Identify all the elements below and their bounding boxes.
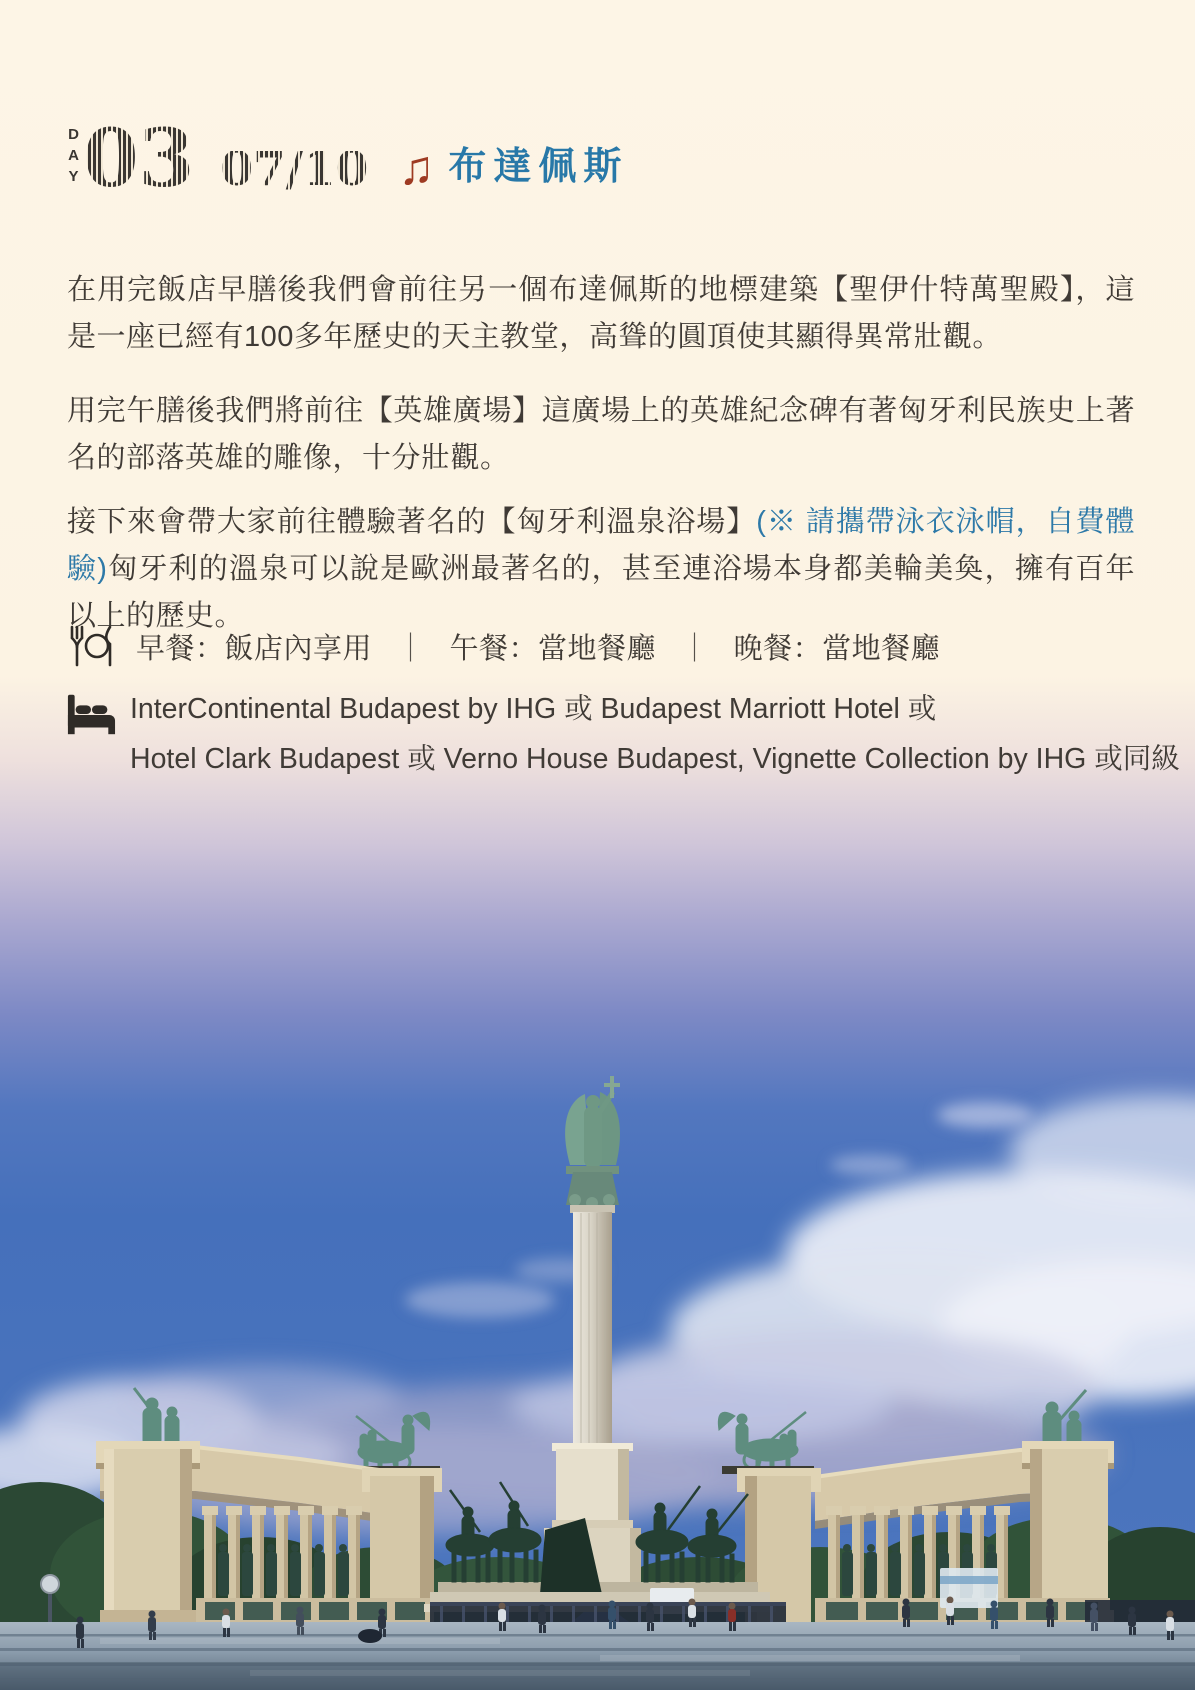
day-number: 03 bbox=[83, 111, 195, 205]
bed-icon bbox=[66, 692, 116, 736]
hotels-row bbox=[66, 684, 1180, 784]
page-title: 布達佩斯 bbox=[448, 146, 629, 188]
fork-plate-icon bbox=[66, 622, 114, 670]
paragraph-thermal-bath-note: (※ 請攜帶泳衣泳帽，自費體驗) bbox=[67, 506, 1135, 585]
lunch-label: 午餐：當地餐廳 bbox=[449, 632, 657, 665]
paragraph-thermal-bath bbox=[67, 499, 1135, 640]
day-header bbox=[65, 111, 629, 205]
meals-row bbox=[66, 622, 940, 670]
music-note-icon: ♫ bbox=[398, 142, 435, 196]
paragraph-thermal-bath-rest: 匈牙利的溫泉可以說是歐洲最著名的，甚至連浴場本身都美輪美奐，擁有百年以上的歷史。 bbox=[67, 553, 1135, 632]
paragraph-thermal-bath-main: 接下來會帶大家前往體驗著名的【匈牙利溫泉浴場】 bbox=[67, 506, 757, 538]
paragraph-heroes-square: 用完午膳後我們將前往【英雄廣場】這廣場上的英雄紀念碑有著匈牙利民族史上著名的部落英雄的雕像，十分壯觀。 bbox=[67, 395, 1135, 474]
meal-separator: ｜ bbox=[680, 632, 710, 665]
hotel-line-2: Hotel Clark Budapest 或 Verno House Budapest, Vignette Collection by IHG 或同級 bbox=[130, 743, 1180, 775]
paragraph-basilica: 在用完飯店早膳後我們會前往另一個布達佩斯的地標建築【聖伊什特萬聖殿】，這是一座已經有100多年歷史的天主教堂，高聳的圓頂使其顯得異常壯觀。 bbox=[67, 274, 1135, 353]
meal-separator: ｜ bbox=[396, 632, 426, 665]
dinner-label: 晚餐：當地餐廳 bbox=[733, 632, 941, 665]
breakfast-label: 早餐：飯店內享用 bbox=[136, 632, 373, 665]
hotel-names bbox=[130, 684, 1180, 784]
hotel-line-1: InterContinental Budapest by IHG 或 Budapest Marriott Hotel 或 bbox=[130, 693, 937, 725]
day-date: 07/10 bbox=[220, 142, 369, 198]
day-label: DAY bbox=[65, 126, 82, 189]
